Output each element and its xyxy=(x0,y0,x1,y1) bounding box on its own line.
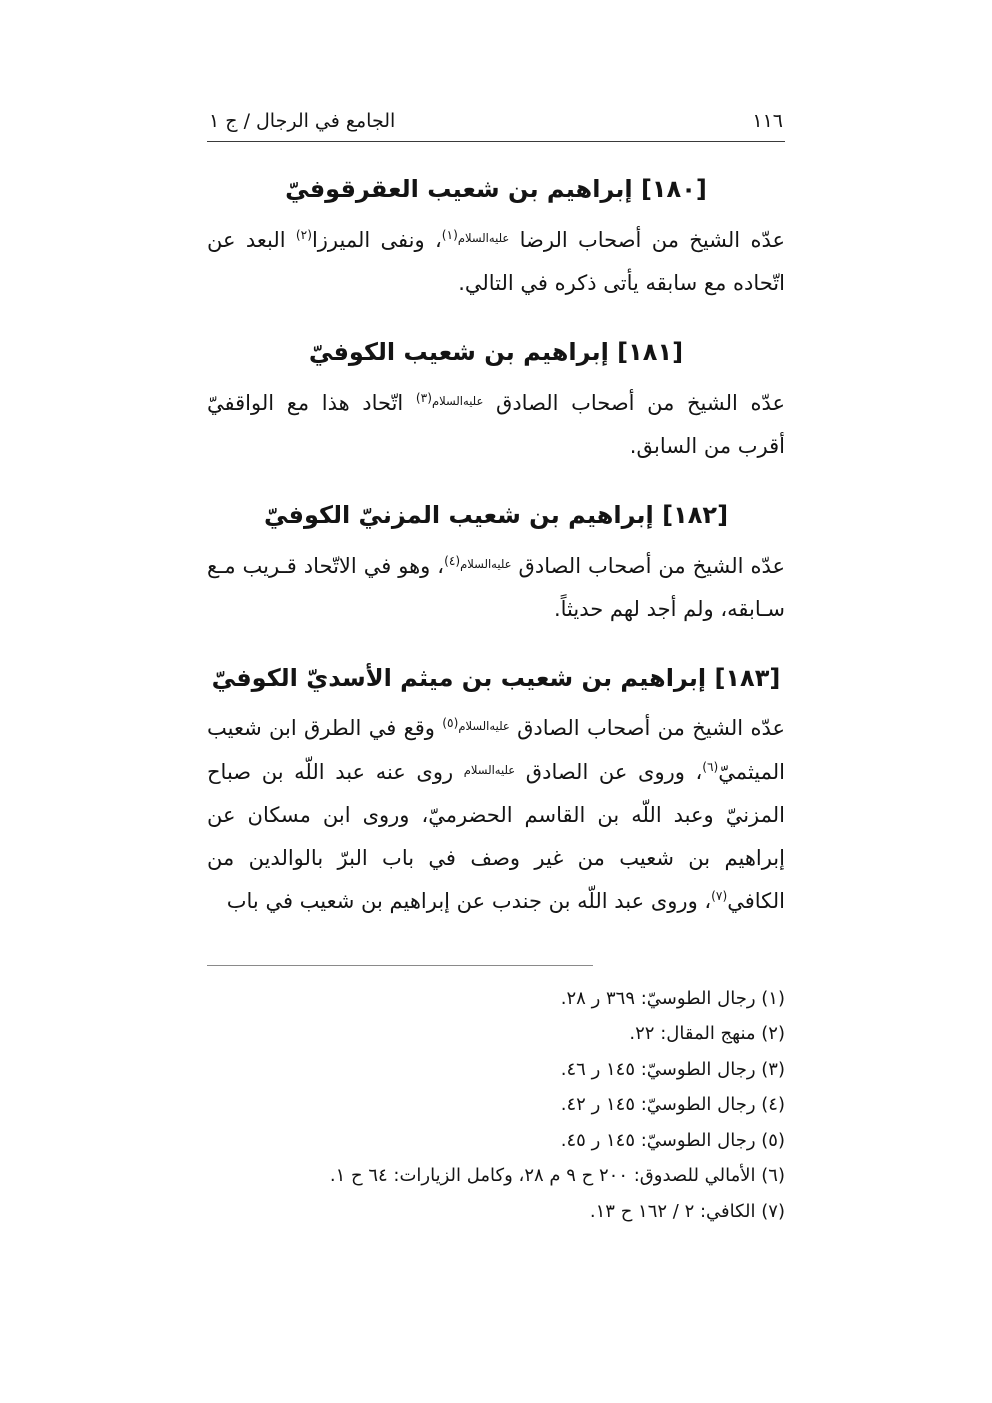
entries-section xyxy=(207,172,785,923)
entry-181 xyxy=(207,335,785,468)
entry-182 xyxy=(207,498,785,631)
entry-body xyxy=(207,219,785,305)
footnote-marker: (٣) xyxy=(415,390,432,405)
footnote-line: (٤) رجال الطوسيّ: ١٤٥ ر ٤٢. xyxy=(560,1094,785,1116)
entry-body xyxy=(207,545,785,631)
page-number: ١١٦ xyxy=(752,110,783,132)
footnote-marker: (١) xyxy=(441,227,458,242)
body-text: وقع في الطرق ابن شعيب الميثميّ xyxy=(207,716,785,784)
book-title: الجامع في الرجال / ج ١ xyxy=(209,110,396,132)
footnote-line: (٢) منهج المقال: ٢٢. xyxy=(629,1023,785,1045)
footnote-line: (١) رجال الطوسيّ: ٣٦٩ ر ٢٨. xyxy=(560,987,785,1009)
footnote-line: (٧) الكافي: ٢ / ١٦٢ ح ١٣. xyxy=(589,1200,785,1222)
entry-180 xyxy=(207,172,785,305)
body-text: عدّه الشيخ من أصحاب الصادق xyxy=(511,553,785,578)
page-header xyxy=(207,110,785,142)
footnote-line: (٣) رجال الطوسيّ: ١٤٥ ر ٤٦. xyxy=(560,1058,785,1080)
body-text: عدّه الشيخ من أصحاب الصادق xyxy=(483,390,786,415)
honorific-symbol: عليه‌السلام xyxy=(460,556,512,571)
body-text: عدّه الشيخ من أصحاب الرضا xyxy=(509,227,786,252)
entry-heading: [١٨٠] إبراهيم بن شعيب العقرقوفيّ xyxy=(285,175,707,203)
honorific-symbol: عليه‌السلام xyxy=(457,230,510,245)
entry-heading: [١٨١] إبراهيم بن شعيب الكوفيّ xyxy=(308,337,684,366)
book-page xyxy=(207,0,785,1230)
footnote-line: (٥) رجال الطوسيّ: ١٤٥ ر ٤٥. xyxy=(560,1129,785,1151)
entry-183 xyxy=(207,661,785,923)
body-text: ، ونفى الميرزا xyxy=(311,227,442,252)
footnote-marker: (٦) xyxy=(702,759,719,774)
body-text: اتّحاد هذا مع الواقفيّ أقرب من السابق. xyxy=(207,390,785,458)
entry-heading: [١٨٣] إبراهيم بن شعيب بن ميثم الأسديّ الكوفيّ xyxy=(211,663,781,692)
honorific-symbol: عليه‌السلام xyxy=(431,393,484,408)
footnote-separator-rule xyxy=(207,965,593,966)
entry-body xyxy=(207,707,785,922)
body-text: ، وروى عبد اللّه بن جندب عن إبراهيم بن شعيب في باب xyxy=(226,888,712,913)
body-text: ، وروى عن الصادق xyxy=(515,759,703,784)
footnotes-section xyxy=(207,982,785,1230)
header-rule xyxy=(207,141,785,142)
honorific-symbol: عليه‌السلام xyxy=(458,719,510,734)
body-text: ، وهو في الاتّحاد قـريب مـع سـابقه، ولم أجد لهم حديثاً. xyxy=(207,553,785,621)
body-text: البعد عن اتّحاده مع سابقه يأتى ذكره في التالي. xyxy=(207,227,785,295)
body-text: روى عنه عبد اللّه بن صباح المزنيّ وعبد اللّه بن القاسم الحضرميّ، وروى ابن مسكان عن إبراهيم بن شعيب من غير وصف في باب البرّ بالوالدين من الكافي xyxy=(207,759,785,913)
footnote-marker: (٤) xyxy=(444,553,461,568)
entry-body xyxy=(207,382,785,468)
entry-heading: [١٨٢] إبراهيم بن شعيب المزنيّ الكوفيّ xyxy=(263,500,729,529)
footnote-marker: (٥) xyxy=(442,716,459,731)
footnote-marker: (٧) xyxy=(711,888,728,903)
body-text: عدّه الشيخ من أصحاب الصادق xyxy=(509,716,786,741)
honorific-symbol: عليه‌السلام xyxy=(463,762,516,777)
header-row xyxy=(207,110,785,141)
footnote-marker: (٢) xyxy=(295,227,312,242)
footnote-line: (٦) الأمالي للصدوق: ٢٠٠ ح ٩ م ٢٨، وكامل الزيارات: ٦٤ ح ١. xyxy=(329,1165,785,1187)
